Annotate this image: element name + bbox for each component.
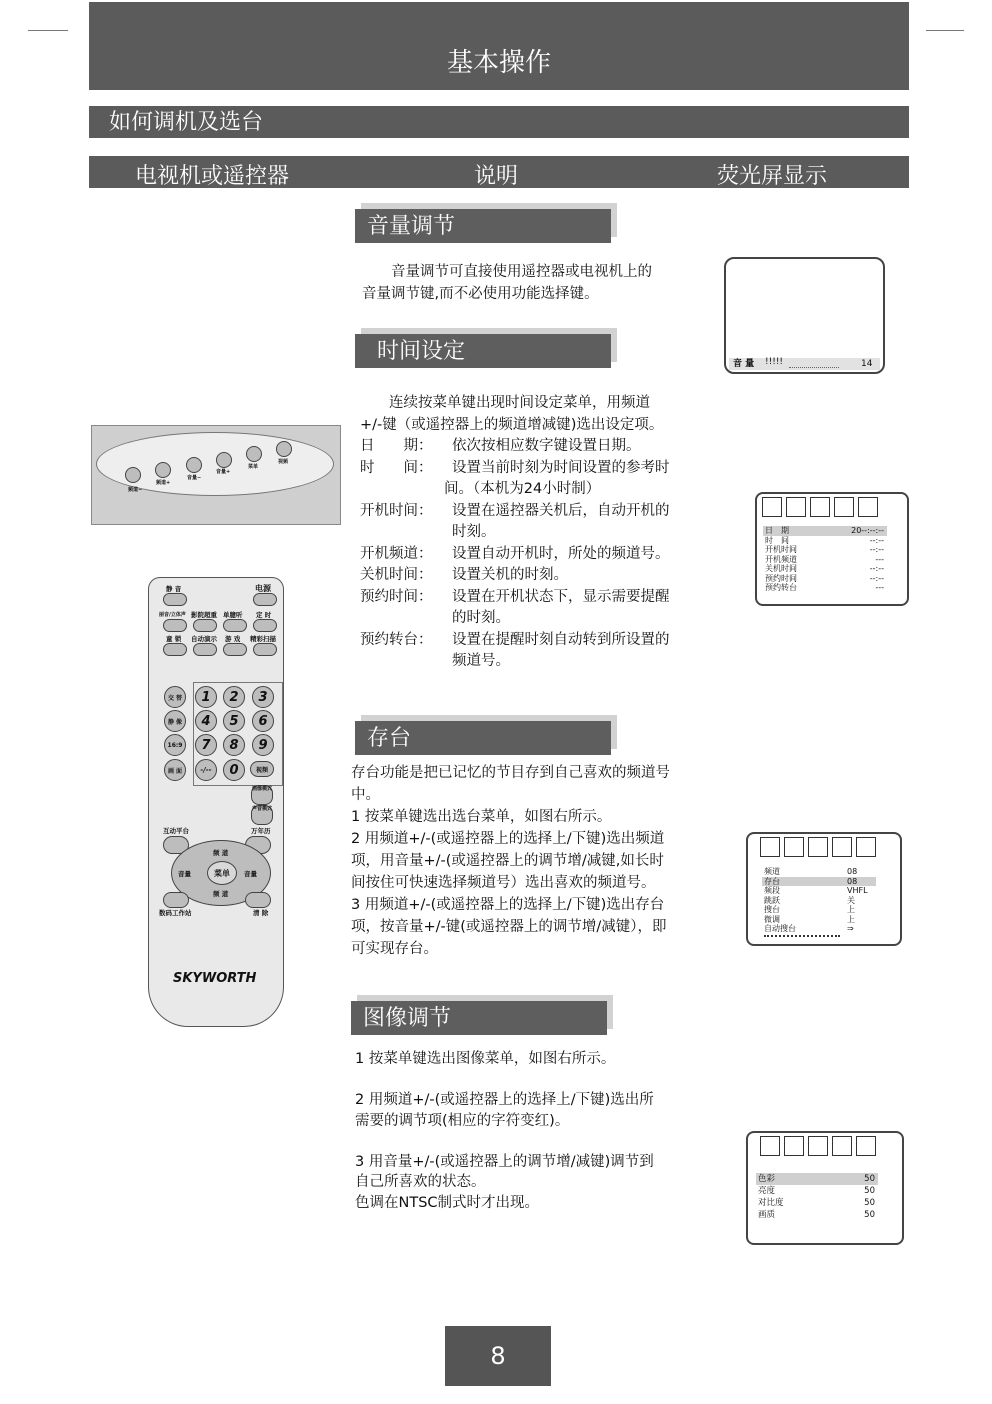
digit-0-button[interactable]: 0 (223, 759, 245, 781)
menu-value: --- (875, 554, 884, 564)
time-item-value: 间。（本机为24小时制） (444, 481, 601, 497)
digital-label: 数码工作站 (159, 909, 192, 917)
crop-mark-right (926, 30, 964, 31)
digit-9-button[interactable]: 9 (252, 734, 274, 756)
store-line: 2 用频道+/-(或遥控器上的选择上/下键)选出频道 (351, 831, 665, 847)
time-osd-screen (755, 492, 909, 606)
store-line: 项，按音量+/-键(或遥控器上的调节增/减键），即 (351, 919, 667, 935)
time-heading: 时间设定 (355, 334, 611, 368)
picture-line: 需要的调节项(相应的字符变红)。 (355, 1112, 570, 1129)
clock-icon (786, 497, 806, 517)
column-header-bar (89, 156, 909, 188)
osd-icon-row (760, 837, 876, 857)
digital-button[interactable] (163, 892, 189, 908)
column-left-label: 电视机或遥控器 (135, 164, 290, 189)
menu-key: 预约转台 (765, 583, 797, 592)
remote-label: 游 戏 (225, 635, 241, 643)
remote-label: 丽音/立体声 (159, 612, 186, 618)
menu-key: 频道 (764, 867, 780, 876)
store-heading: 存台 (355, 721, 611, 755)
picture-text (355, 1049, 654, 1213)
time-item-key: 开机时间： (360, 502, 433, 519)
brand-logo: SKYWORTH (173, 971, 257, 986)
satellite-icon (832, 837, 852, 857)
page-number: 8 (445, 1326, 551, 1386)
tv-channel-down-button[interactable] (125, 467, 141, 483)
clock-icon (784, 837, 804, 857)
time-item-value: 时刻。 (452, 524, 496, 540)
menu-key: 开机频道 (765, 554, 797, 564)
digit-5-button[interactable]: 5 (223, 710, 245, 732)
column-middle-label: 说明 (474, 164, 519, 189)
osd-icon-row (762, 497, 878, 517)
tv-label: 音量+ (216, 469, 231, 475)
time-item-value: 设置当前时刻为时间设置的参考时 (452, 459, 670, 476)
store-line: 可实现存台。 (351, 941, 438, 957)
cinema-button[interactable] (193, 619, 217, 632)
picture-line: 1 按菜单键选出图像菜单，如图右所示。 (355, 1051, 616, 1067)
volume-osd-screen (724, 257, 885, 374)
tv-label: 视频 (278, 459, 289, 465)
picture-osd-menu (756, 1173, 878, 1221)
menu-value: 50 (864, 1210, 875, 1220)
menu-value: --:-- (869, 545, 884, 554)
picture-line: 3 用音量+/-(或遥控器上的调节增/减键)调节到 (355, 1153, 654, 1170)
single-listen-button[interactable] (223, 619, 247, 632)
digit-8-button[interactable]: 8 (223, 734, 245, 756)
remote-label: 精彩扫描 (250, 635, 276, 643)
time-item-key: 预约转台： (360, 631, 433, 648)
stereo-button[interactable] (163, 619, 187, 632)
picture-line: 自己所喜欢的状态。 (355, 1174, 486, 1190)
clock-icon (784, 1136, 804, 1156)
scan-button[interactable] (253, 643, 277, 656)
time-item-key: 日 期： (360, 438, 433, 454)
menu-value: 上 (847, 905, 855, 914)
volume-line: 音量调节键,而不必使用功能选择键。 (362, 285, 599, 302)
time-item-value: 设置关机的时刻。 (452, 567, 568, 583)
picture-mode-button[interactable]: 画像模式 (251, 785, 273, 805)
clear-label: 清 除 (253, 909, 269, 917)
time-item-key: 关机时间： (360, 567, 433, 583)
power-button[interactable] (253, 593, 277, 606)
store-line: 间按住可快速选择频道号）选出喜欢的频道号。 (351, 875, 656, 891)
remote-label: 定 时 (256, 611, 272, 619)
menu-key: 预约时间 (765, 573, 797, 583)
time-text (360, 393, 670, 673)
aspect-button[interactable]: 16:9 (164, 734, 186, 756)
menu-key: 关机时间 (765, 564, 797, 573)
tv-icon (760, 837, 780, 857)
picture-line (355, 1131, 654, 1152)
remote-control (148, 577, 284, 1027)
child-lock-button[interactable] (163, 643, 187, 656)
time-osd-menu (763, 526, 887, 593)
store-line: 存台功能是把已记忆的节目存到自己喜欢的频道号 (351, 765, 670, 781)
store-text (351, 762, 670, 960)
time-item-key: 时 间： (360, 459, 433, 476)
volume-text (362, 262, 652, 305)
menu-value: VHFL (847, 886, 868, 895)
nav-right-label: 音量 (244, 870, 257, 878)
menu-key: 时 间 (765, 535, 789, 545)
time-item-value: 依次按相应数字键设置日期。 (452, 438, 641, 454)
swap-button[interactable]: 交 替 (164, 686, 186, 708)
menu-value: 关 (847, 895, 855, 905)
menu-key: 开机时间 (765, 545, 797, 554)
nav-up-label: 频 道 (213, 849, 229, 857)
picture-heading: 图像调节 (351, 1001, 607, 1035)
menu-key: 微调 (764, 914, 780, 924)
tv-channel-up-button[interactable] (155, 462, 171, 478)
menu-value: 上 (847, 914, 855, 924)
menu-key: 跳跃 (764, 895, 780, 905)
menu-value: 08 (847, 867, 858, 876)
store-osd-screen (746, 832, 902, 946)
menu-value: ⇒ (847, 924, 854, 933)
demo-button[interactable] (193, 643, 217, 656)
page-title: 基本操作 (89, 2, 909, 90)
menu-button[interactable]: 菜单 (207, 861, 237, 885)
sound-icon (856, 837, 876, 857)
time-item-value: 设置在提醒时刻自动转到所设置的 (452, 631, 670, 648)
antenna-icon (808, 1136, 828, 1156)
menu-key: 对比度 (758, 1198, 784, 1208)
digit-2-button[interactable]: 2 (223, 686, 245, 708)
store-line: 3 用频道+/-(或遥控器上的选择上/下键)选出存台 (351, 897, 665, 913)
power-label: 电源 (255, 584, 271, 593)
remote-label: 自动演示 (191, 635, 217, 643)
picture-line: 色调在NTSC制式时才出现。 (355, 1194, 540, 1211)
nav-left-label: 音量 (178, 870, 191, 878)
store-line: 项，用音量+/-(或遥控器上的调节增/减键,如长时 (351, 853, 664, 869)
tv-menu-button[interactable] (246, 446, 262, 462)
picture-line: 2 用频道+/-(或遥控器上的选择上/下键)选出所 (355, 1092, 654, 1108)
tv-volume-down-button[interactable] (186, 457, 202, 473)
menu-key: 画质 (758, 1210, 776, 1220)
sound-mode-button[interactable]: 声音模式 (251, 805, 273, 825)
menu-value: 20--:--:-- (851, 526, 884, 535)
menu-key: 日 期 (765, 526, 789, 535)
tv-label: 频道+ (156, 480, 171, 486)
digit-7-button[interactable]: 7 (195, 734, 217, 756)
volume-osd-bar (729, 358, 880, 370)
freeze-button[interactable]: 静 像 (164, 710, 186, 732)
menu-key: 频段 (764, 886, 780, 895)
store-line: 中。 (351, 787, 380, 803)
crop-mark-left (28, 30, 68, 31)
game-button[interactable] (223, 643, 247, 656)
time-item-value: 的时刻。 (452, 610, 510, 626)
time-item-value: 频道号。 (452, 653, 510, 669)
menu-value: --:-- (869, 535, 884, 545)
tv-front-panel (91, 425, 341, 525)
satellite-icon (834, 497, 854, 517)
platform-label: 互动平台 (163, 827, 189, 835)
nav-down-label: 频 道 (213, 890, 229, 898)
mute-button[interactable] (163, 593, 187, 606)
store-line: 1 按菜单键选出选台菜单，如图右所示。 (351, 809, 612, 825)
picture-osd-screen (746, 1131, 904, 1245)
time-item-value: 设置在开机状态下，显示需要提醒 (452, 588, 670, 605)
column-right-label: 荧光屏显示 (717, 164, 828, 189)
sound-icon (858, 497, 878, 517)
display-button[interactable]: 画 面 (164, 759, 186, 781)
menu-key: 自动搜台 (764, 924, 796, 933)
time-item-key: 预约时间： (360, 588, 433, 605)
antenna-icon (808, 837, 828, 857)
antenna-icon (810, 497, 830, 517)
time-item-key: 开机频道： (360, 545, 433, 562)
volume-osd-label: 音 量 (733, 359, 755, 369)
menu-key: 搜台 (764, 905, 780, 914)
menu-value: 50 (864, 1198, 875, 1208)
digit-6-button[interactable]: 6 (252, 710, 274, 732)
menu-key: 色彩 (758, 1174, 776, 1184)
timer-button[interactable] (253, 619, 277, 632)
menu-value: --:-- (869, 573, 884, 583)
tv-label: 频道− (128, 487, 143, 493)
time-item-value: 设置在遥控器关机后，自动开机的 (452, 502, 670, 519)
satellite-icon (832, 1136, 852, 1156)
mute-label: 静 音 (166, 585, 182, 593)
tv-icon (760, 1136, 780, 1156)
menu-value: 08 (847, 876, 858, 886)
time-intro-line: +/-键（或遥控器上的频道增减键)选出设定项。 (360, 416, 664, 433)
menu-value: 50 (864, 1186, 875, 1196)
tv-volume-up-button[interactable] (216, 452, 232, 468)
store-osd-menu (762, 867, 876, 937)
menu-value: 50 (864, 1174, 875, 1184)
sound-icon (856, 1136, 876, 1156)
dash-button[interactable]: -/-- (195, 759, 217, 781)
menu-key: 亮度 (758, 1186, 776, 1196)
time-item-value: 设置自动开机时，所处的频道号。 (452, 545, 670, 562)
tv-label: 菜单 (248, 464, 259, 470)
digit-3-button[interactable]: 3 (252, 686, 274, 708)
section-title: 如何调机及选台 (89, 106, 909, 138)
remote-label: 单臆听 (223, 611, 243, 619)
volume-heading: 音量调节 (355, 209, 611, 243)
menu-value: --:-- (869, 564, 884, 573)
volume-line: 音量调节可直接使用遥控器或电视机上的 (362, 264, 652, 280)
tv-icon (762, 497, 782, 517)
calendar-label: 万年历 (251, 827, 271, 835)
digit-1-button[interactable]: 1 (195, 686, 217, 708)
picture-line (355, 1070, 654, 1091)
remote-label: 影院超重 (191, 611, 217, 619)
osd-icon-row (760, 1136, 876, 1156)
menu-value: --- (875, 583, 884, 592)
remote-label: 童 锁 (166, 635, 182, 643)
menu-key: 存台 (764, 876, 780, 886)
tv-label: 音量− (187, 475, 202, 481)
video-button[interactable]: 视频 (250, 761, 274, 777)
time-intro-line: 连续按菜单键出现时间设定菜单，用频道 (360, 395, 650, 411)
digit-4-button[interactable]: 4 (195, 710, 217, 732)
volume-osd-value: 14 (861, 359, 873, 369)
volume-osd-bars: !!!!! (765, 357, 784, 367)
tv-video-button[interactable] (276, 441, 292, 457)
clear-button[interactable] (245, 892, 271, 908)
